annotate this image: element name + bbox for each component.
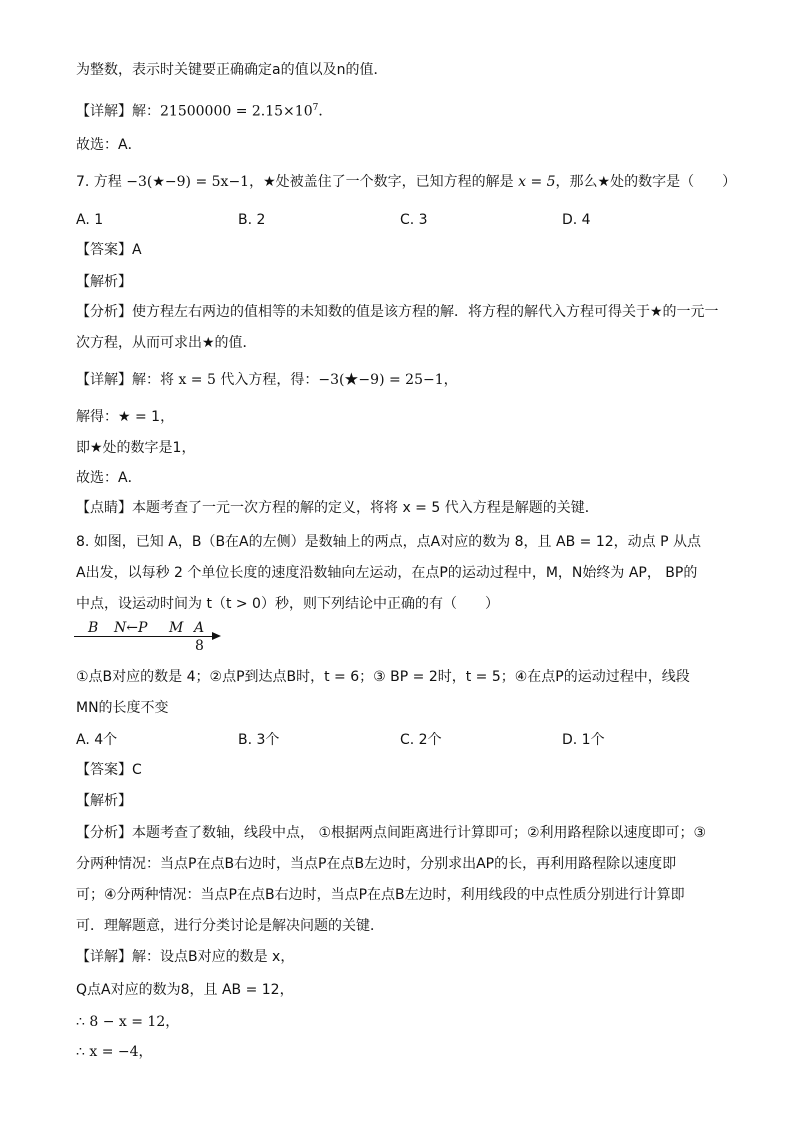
analysis-text: 可．理解题意，进行分类讨论是解决问题的关键． [76,918,384,934]
text-line: 为整数，表示时关键要正确确定a的值以及n的值． [76,62,388,78]
point-label-m: M [169,620,184,636]
number-line-figure [74,620,224,658]
text-line: 故选：A． [76,137,142,153]
tick-label: 8 [195,638,204,654]
detail-text: Q点A对应的数为8，且 AB = 12， [76,982,294,998]
option-a: A. 4个 [76,732,118,748]
answer: 【答案】A [76,242,142,258]
question-8-stem: 中点，设运动时间为 t（t > 0）秒，则下列结论中正确的有（ ） [76,596,499,612]
detail-text: 解得：★ = 1， [76,409,175,425]
exponent: 7 [312,103,319,113]
answer: 【答案】C [76,762,142,778]
analysis-heading: 【解析】 [76,793,132,809]
statements: MN的长度不变 [76,700,169,716]
question-8-stem: 8. 如图，已知 A，B（B在A的左侧）是数轴上的两点，点A对应的数为 8，且 AB = 12，动点 P 从点 [76,534,701,550]
option-d: D. 4 [562,212,591,228]
text: ，那么★处的数字是（ ） [555,174,737,190]
analysis-text: 【分析】使方程左右两边的值相等的未知数的值是该方程的解．将方程的解代入方程可得关于★的一元一 [76,304,719,320]
option-c: C. 3 [400,212,428,228]
equation: −3(★−9) = 5x−1 [126,174,250,190]
statements: ①点B对应的数是 4；②点P到达点B时，t = 6；③ BP = 2时，t = 5；④在点P的运动过程中，线段 [76,669,690,685]
question-8-stem: A出发，以每秒 2 个单位长度的速度沿数轴向左运动，在点P的运动过程中，M，N始终为 AP， BP的 [76,565,698,581]
point-label-n-p: N←P [114,620,148,636]
option-b: B. 3个 [238,732,280,748]
detail-text: ∴ x = −4， [76,1044,153,1060]
question-7-stem [76,172,736,192]
section-tag: 【详解】 [76,372,132,388]
punct: ． [318,103,333,120]
detail-text: ∴ 8 − x = 12， [76,1014,180,1030]
option-d: D. 1个 [562,732,605,748]
option-a: A. 1 [76,212,104,228]
text-line [76,98,332,122]
detail-text: 即★处的数字是1， [76,440,196,456]
analysis-heading: 【解析】 [76,274,132,290]
option-c: C. 2个 [400,732,442,748]
key-point: 【点睛】本题考查了一元一次方程的解的定义，将将 x = 5 代入方程是解题的关键． [76,500,599,516]
section-tag: 【详解】 [76,103,132,120]
point-label-a: A [194,620,205,636]
question-number: 7. 方程 [76,174,127,190]
option-b: B. 2 [238,212,266,228]
text: ，★处被盖住了一个数字，已知方程的解是 [249,174,519,190]
detail-text: 【详解】解：设点B对应的数是 x， [76,949,295,965]
analysis-text: 可；④分两种情况：当点P在点B右边时，当点P在点B左边时，利用线段的中点性质分别进行计算即 [76,887,685,903]
number-line-axis [74,636,214,637]
detail-text: 故选：A． [76,470,142,486]
detail-text [76,370,458,390]
analysis-text: 次方程，从而可求出★的值． [76,335,257,351]
point-label-b: B [88,620,99,636]
equation: 解：21500000 = 2.15×10 [132,103,313,120]
equation: x = 5 [518,174,556,190]
analysis-text: 分两种情况：当点P在点B右边时，当点P在点B左边时，分别求出AP的长，再利用路程除以速度即 [76,856,677,872]
equation: 解：将 x = 5 代入方程，得：−3(★−9) = 25−1， [132,372,458,388]
arrow-right-icon [212,632,221,640]
analysis-text: 【分析】本题考查了数轴，线段中点， ①根据两点间距离进行计算即可；②利用路程除以速度即可；③ [76,825,707,841]
